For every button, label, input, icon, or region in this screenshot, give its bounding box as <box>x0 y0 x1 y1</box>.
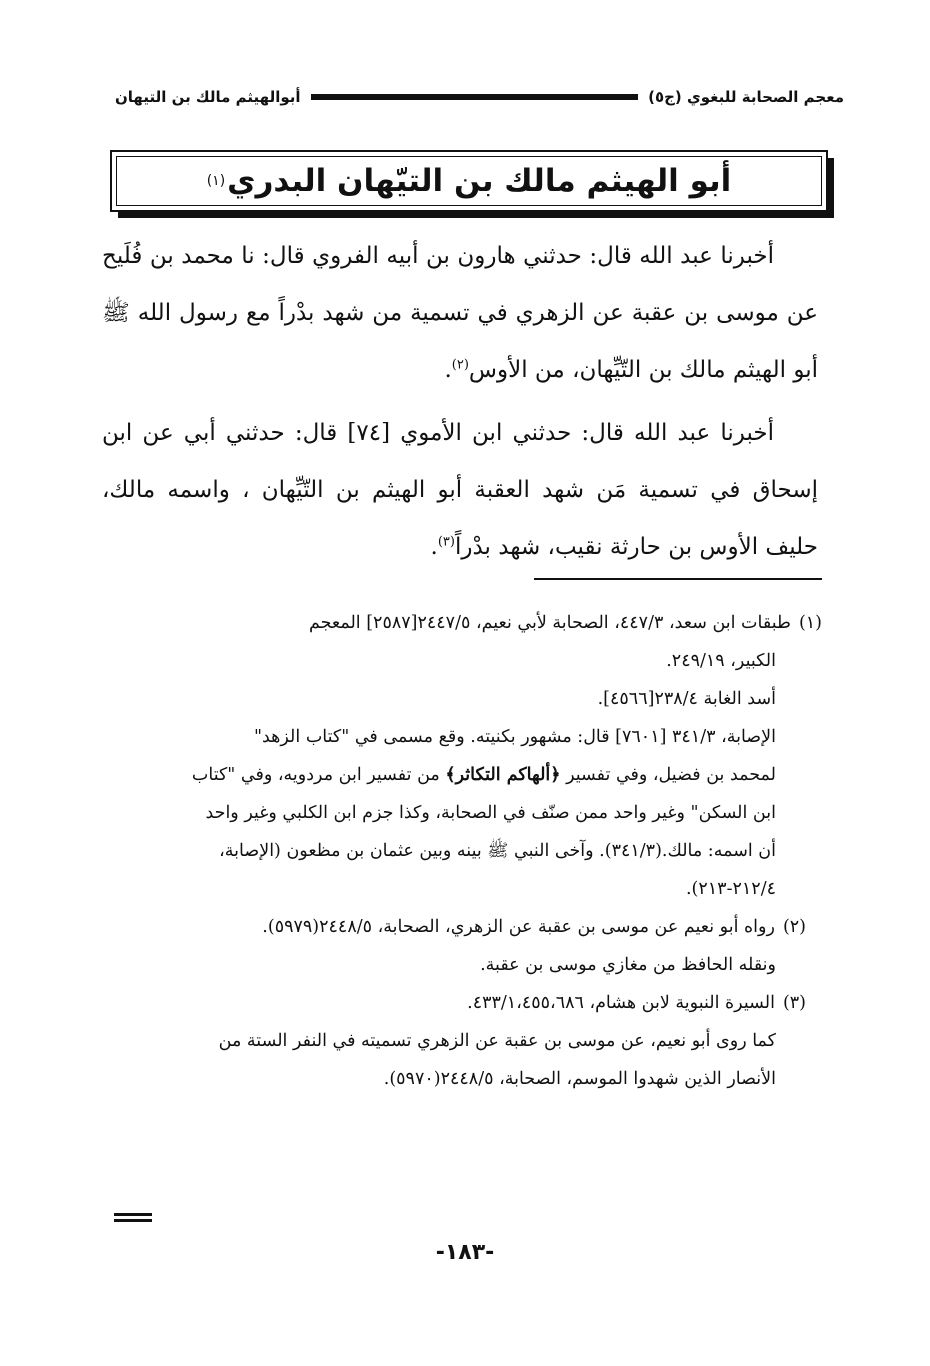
header-rule <box>311 94 639 100</box>
note-mark-3: (٣) <box>437 534 455 550</box>
footnote-2-line-1 <box>102 908 822 946</box>
main-paragraph-1-end: . <box>444 357 452 383</box>
footnote-1-line-4: الإصابة، ٣٤١/٣ [٧٦٠١] قال: مشهور بكنيته. وقع مسمى في "كتاب الزهد" <box>253 727 776 747</box>
footnotes <box>102 604 822 1098</box>
end-marker <box>114 1213 152 1225</box>
running-header <box>115 82 844 112</box>
header-section-title: أبوالهيثم مالك بن التيهان <box>115 88 301 106</box>
chapter-title-frame <box>110 150 828 212</box>
chapter-title-text: أبو الهيثم مالك بن التيّهان البدري <box>227 163 732 199</box>
footnote-1-line-2: الكبير، ٢٤٩/١٩. <box>666 651 776 671</box>
page-number: -١٨٣- <box>435 1240 495 1265</box>
footnote-separator <box>534 578 822 580</box>
footnote-1-quran-ref: ﴿ألهاكم التكاثر﴾ <box>445 765 561 785</box>
main-paragraph-2-end: . <box>430 534 438 560</box>
title-frame-shadow-side <box>828 158 834 218</box>
chapter-title <box>112 152 826 210</box>
footnote-1-number: (١) <box>798 613 822 633</box>
footnote-2-number: (٢) <box>782 917 806 937</box>
main-text <box>102 228 818 576</box>
footnote-1-line-3: أسد الغابة ٢٣٨/٤[٤٥٦٦]. <box>597 689 776 709</box>
footnote-1-line-7: أن اسمه: مالك.(٣٤١/٣). وآخى النبي ﷺ بينه وبين عثمان بن مظعون (الإصابة، <box>219 841 776 861</box>
footnote-1-text-1: طبقات ابن سعد، ٤٤٧/٣، الصحابة لأبي نعيم، ٢٤٤٧/٥[٢٥٨٧] المعجم <box>308 613 791 633</box>
footnote-2-line-2: ونقله الحافظ من مغازي موسى بن عقبة. <box>480 955 776 975</box>
footnote-1-line-1 <box>102 604 822 642</box>
main-paragraph-2-text: أخبرنا عبد الله قال: حدثني ابن الأموي [٧٤] قال: حدثني أبي عن ابن إسحاق في تسمية مَن شهد العقبة أبو الهيثم بن التّيِّهان ، واسمه مالك، حليف الأوس بن حارثة نقيب، شهد بدْراً <box>102 420 818 560</box>
footnote-3-number: (٣) <box>782 993 806 1013</box>
footnote-1-line-5 <box>102 756 822 794</box>
main-paragraph-2 <box>102 405 818 576</box>
end-marker-line-1 <box>114 1213 152 1216</box>
footnote-3-line-2: كما روى أبو نعيم، عن موسى بن عقبة عن الزهري تسميته في النفر الستة من <box>218 1031 776 1051</box>
chapter-title-note-mark: (١) <box>206 173 226 189</box>
footnote-1-text-5c: من تفسير ابن مردويه، وفي "كتاب <box>191 765 440 785</box>
footnote-3-text-1: السيرة النبوية لابن هشام، ٤٣٣/١،٤٥٥،٦٨٦. <box>467 993 775 1013</box>
title-frame-shadow-bottom <box>118 212 834 218</box>
end-marker-line-2 <box>114 1219 152 1222</box>
footnote-2-text-1: رواه أبو نعيم عن موسى بن عقبة عن الزهري، الصحابة، ٢٤٤٨/٥(٥٩٧٩). <box>262 917 775 937</box>
footnote-1-text-5a: لمحمد بن فضيل، وفي تفسير <box>566 765 776 785</box>
footnote-1-line-6: ابن السكن" وغير واحد ممن صنّف في الصحابة، وكذا جزم ابن الكلبي وغير واحد <box>205 803 776 823</box>
main-paragraph-1 <box>102 228 818 399</box>
footnote-1-line-8: ٢١٢/٤-٢١٣). <box>685 879 776 899</box>
footnote-3-line-1 <box>102 984 822 1022</box>
footnote-3-line-3: الأنصار الذين شهدوا الموسم، الصحابة، ٢٤٤٨/٥(٥٩٧٠). <box>383 1069 776 1089</box>
main-paragraph-1-text: أخبرنا عبد الله قال: حدثني هارون بن أبيه الفروي قال: نا محمد بن فُلَيح عن موسى بن عقبة عن الزهري في تسمية من شهد بدْراً مع رسول الله ﷺ أبو الهيثم مالك بن التّيِّهان، من الأوس <box>102 243 818 383</box>
note-mark-2: (٢) <box>451 357 469 373</box>
header-book-title: معجم الصحابة للبغوي (ج٥) <box>648 88 844 106</box>
